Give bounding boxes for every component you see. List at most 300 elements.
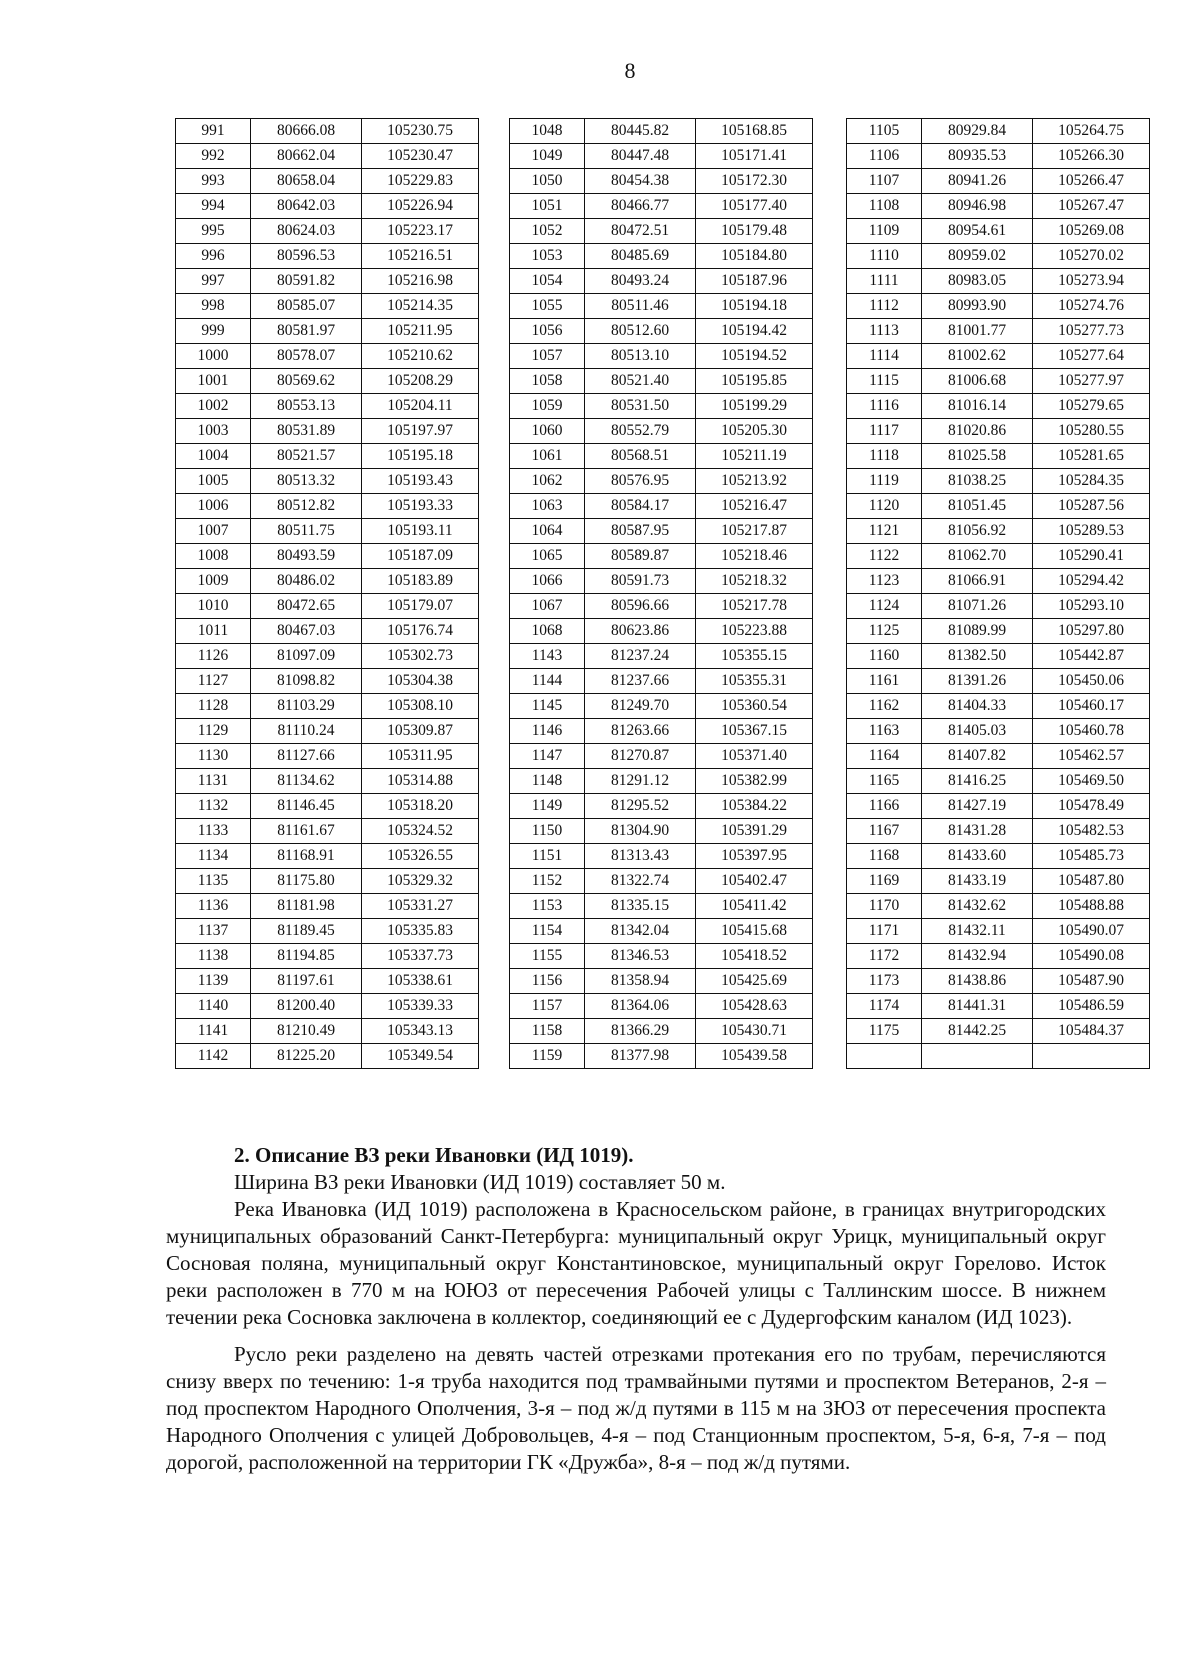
table-row: [510, 494, 813, 519]
x-coordinate-cell: 80578.07: [251, 344, 362, 369]
point-number-cell: 1124: [847, 594, 922, 619]
point-number-cell: 1173: [847, 969, 922, 994]
table-row: [176, 544, 479, 569]
table-row: [847, 169, 1150, 194]
x-coordinate-cell: 81025.58: [922, 444, 1033, 469]
point-number-cell: 1051: [510, 194, 585, 219]
point-number-cell: 1158: [510, 1019, 585, 1044]
point-number-cell: 1105: [847, 119, 922, 144]
y-coordinate-cell: 105411.42: [696, 894, 813, 919]
table-row: [176, 269, 479, 294]
point-number-cell: 1106: [847, 144, 922, 169]
table-row: [176, 969, 479, 994]
table-row: [510, 369, 813, 394]
y-coordinate-cell: 105311.95: [362, 744, 479, 769]
point-number-cell: 1146: [510, 719, 585, 744]
x-coordinate-cell: 80624.03: [251, 219, 362, 244]
point-number-cell: 1065: [510, 544, 585, 569]
y-coordinate-cell: 105179.48: [696, 219, 813, 244]
point-number-cell: 1000: [176, 344, 251, 369]
x-coordinate-cell: 81189.45: [251, 919, 362, 944]
point-number-cell: 1172: [847, 944, 922, 969]
table-row: [510, 619, 813, 644]
y-coordinate-cell: 105216.47: [696, 494, 813, 519]
point-number-cell: 1123: [847, 569, 922, 594]
x-coordinate-cell: 81194.85: [251, 944, 362, 969]
y-coordinate-cell: 105193.33: [362, 494, 479, 519]
x-coordinate-cell: 81322.74: [585, 869, 696, 894]
point-number-cell: 1114: [847, 344, 922, 369]
table-row: [510, 969, 813, 994]
x-coordinate-cell: 80485.69: [585, 244, 696, 269]
point-number-cell: 1139: [176, 969, 251, 994]
table-row: [847, 619, 1150, 644]
x-coordinate-cell: 80486.02: [251, 569, 362, 594]
table-row: [847, 144, 1150, 169]
point-number-cell: 1010: [176, 594, 251, 619]
table-row: [510, 194, 813, 219]
table-row: [847, 894, 1150, 919]
point-number-cell: 1107: [847, 169, 922, 194]
table-row: [847, 219, 1150, 244]
table-row: [176, 1019, 479, 1044]
x-coordinate-cell: 81175.80: [251, 869, 362, 894]
point-number-cell: 1127: [176, 669, 251, 694]
point-number-cell: 1003: [176, 419, 251, 444]
table-row: [847, 769, 1150, 794]
x-coordinate-cell: 81263.66: [585, 719, 696, 744]
point-number-cell: 1112: [847, 294, 922, 319]
pipes-paragraph: Русло реки разделено на девять частей отрезками протекания его по трубам, перечисляются снизу вверх по течению: 1-я труба находится под трамвайными путями и проспектом Ветеранов, 2-я – под проспектом Народного Ополчения, 3-я – под ж/д путями в 115 м на ЗЮЗ от пересечения проспекта Народного Ополчения с улицей Добровольцев, 4-я – под Станционным проспектом, 5-я, 6-я, 7-я – под дорогой, расположенной на территории ГК «Дружба», 8-я – под ж/д путями.: [166, 1342, 1106, 1474]
y-coordinate-cell: 105460.17: [1033, 694, 1150, 719]
y-coordinate-cell: 105277.73: [1033, 319, 1150, 344]
table-row: [510, 519, 813, 544]
y-coordinate-cell: 105216.98: [362, 269, 479, 294]
table-row: [510, 894, 813, 919]
x-coordinate-cell: 81016.14: [922, 394, 1033, 419]
y-coordinate-cell: 105217.78: [696, 594, 813, 619]
point-number-cell: 1149: [510, 794, 585, 819]
point-number-cell: 1052: [510, 219, 585, 244]
y-coordinate-cell: 105197.97: [362, 419, 479, 444]
point-number-cell: 992: [176, 144, 251, 169]
x-coordinate-cell: 81366.29: [585, 1019, 696, 1044]
y-coordinate-cell: 105199.29: [696, 394, 813, 419]
x-coordinate-cell: 81364.06: [585, 994, 696, 1019]
table-row: [176, 669, 479, 694]
point-number-cell: 1165: [847, 769, 922, 794]
x-coordinate-cell: 80983.05: [922, 269, 1033, 294]
point-number-cell: 998: [176, 294, 251, 319]
x-coordinate-cell: 80591.82: [251, 269, 362, 294]
x-coordinate-cell: 80591.73: [585, 569, 696, 594]
y-coordinate-cell: 105226.94: [362, 194, 479, 219]
table-row: [510, 469, 813, 494]
table-row: [847, 444, 1150, 469]
x-coordinate-cell: [922, 1044, 1033, 1069]
table-row: [176, 744, 479, 769]
x-coordinate-cell: 81051.45: [922, 494, 1033, 519]
table-row: [176, 819, 479, 844]
x-coordinate-cell: 80552.79: [585, 419, 696, 444]
y-coordinate-cell: 105442.87: [1033, 644, 1150, 669]
x-coordinate-cell: 81382.50: [922, 644, 1033, 669]
point-number-cell: 1155: [510, 944, 585, 969]
point-number-cell: 1156: [510, 969, 585, 994]
y-coordinate-cell: 105266.47: [1033, 169, 1150, 194]
y-coordinate-cell: 105270.02: [1033, 244, 1150, 269]
y-coordinate-cell: 105485.73: [1033, 844, 1150, 869]
x-coordinate-cell: 81442.25: [922, 1019, 1033, 1044]
table-row: [847, 544, 1150, 569]
point-number-cell: 1008: [176, 544, 251, 569]
x-coordinate-cell: 81038.25: [922, 469, 1033, 494]
table-row: [847, 819, 1150, 844]
y-coordinate-cell: 105208.29: [362, 369, 479, 394]
table-row: [847, 669, 1150, 694]
y-coordinate-cell: 105486.59: [1033, 994, 1150, 1019]
point-number-cell: 1063: [510, 494, 585, 519]
x-coordinate-cell: 81391.26: [922, 669, 1033, 694]
table-row: [176, 444, 479, 469]
table-row: [510, 869, 813, 894]
x-coordinate-cell: 81407.82: [922, 744, 1033, 769]
x-coordinate-cell: 81200.40: [251, 994, 362, 1019]
x-coordinate-cell: 80568.51: [585, 444, 696, 469]
point-number-cell: 1136: [176, 894, 251, 919]
y-coordinate-cell: 105324.52: [362, 819, 479, 844]
table-row: [510, 919, 813, 944]
table-row: [510, 1019, 813, 1044]
y-coordinate-cell: 105490.08: [1033, 944, 1150, 969]
x-coordinate-cell: 80596.53: [251, 244, 362, 269]
x-coordinate-cell: 81181.98: [251, 894, 362, 919]
point-number-cell: 1132: [176, 794, 251, 819]
point-number-cell: 1141: [176, 1019, 251, 1044]
y-coordinate-cell: 105355.31: [696, 669, 813, 694]
x-coordinate-cell: 81270.87: [585, 744, 696, 769]
table-row: [176, 119, 479, 144]
y-coordinate-cell: 105487.80: [1033, 869, 1150, 894]
x-coordinate-cell: 81432.11: [922, 919, 1033, 944]
point-number-cell: 1134: [176, 844, 251, 869]
x-coordinate-cell: 80596.66: [585, 594, 696, 619]
y-coordinate-cell: 105308.10: [362, 694, 479, 719]
table-row: [176, 694, 479, 719]
y-coordinate-cell: 105462.57: [1033, 744, 1150, 769]
y-coordinate-cell: 105302.73: [362, 644, 479, 669]
x-coordinate-cell: 80553.13: [251, 394, 362, 419]
table-row: [847, 294, 1150, 319]
table-row: [510, 294, 813, 319]
x-coordinate-cell: 81097.09: [251, 644, 362, 669]
y-coordinate-cell: 105195.18: [362, 444, 479, 469]
y-coordinate-cell: 105428.63: [696, 994, 813, 1019]
y-coordinate-cell: 105214.35: [362, 294, 479, 319]
x-coordinate-cell: 80946.98: [922, 194, 1033, 219]
point-number-cell: 1011: [176, 619, 251, 644]
x-coordinate-cell: 80454.38: [585, 169, 696, 194]
y-coordinate-cell: 105384.22: [696, 794, 813, 819]
table-row: [847, 644, 1150, 669]
x-coordinate-cell: 81146.45: [251, 794, 362, 819]
y-coordinate-cell: 105195.85: [696, 369, 813, 394]
y-coordinate-cell: 105488.88: [1033, 894, 1150, 919]
y-coordinate-cell: 105280.55: [1033, 419, 1150, 444]
point-number-cell: 1133: [176, 819, 251, 844]
table-row: [510, 169, 813, 194]
y-coordinate-cell: 105281.65: [1033, 444, 1150, 469]
table-row: [847, 569, 1150, 594]
point-number-cell: 1050: [510, 169, 585, 194]
point-number-cell: 1162: [847, 694, 922, 719]
table-row: [510, 569, 813, 594]
y-coordinate-cell: 105211.95: [362, 319, 479, 344]
y-coordinate-cell: 105171.41: [696, 144, 813, 169]
table-row: [176, 794, 479, 819]
y-coordinate-cell: 105343.13: [362, 1019, 479, 1044]
x-coordinate-cell: 81020.86: [922, 419, 1033, 444]
point-number-cell: 994: [176, 194, 251, 219]
table-row: [176, 844, 479, 869]
point-number-cell: 1004: [176, 444, 251, 469]
x-coordinate-cell: 81001.77: [922, 319, 1033, 344]
y-coordinate-cell: 105274.76: [1033, 294, 1150, 319]
point-number-cell: 1166: [847, 794, 922, 819]
y-coordinate-cell: 105177.40: [696, 194, 813, 219]
y-coordinate-cell: 105279.65: [1033, 394, 1150, 419]
y-coordinate-cell: [1033, 1044, 1150, 1069]
x-coordinate-cell: 80472.51: [585, 219, 696, 244]
table-row: [510, 544, 813, 569]
table-row: [176, 294, 479, 319]
y-coordinate-cell: 105289.53: [1033, 519, 1150, 544]
y-coordinate-cell: 105329.32: [362, 869, 479, 894]
point-number-cell: 1060: [510, 419, 585, 444]
table-row: [176, 519, 479, 544]
x-coordinate-cell: 80666.08: [251, 119, 362, 144]
table-row: [510, 769, 813, 794]
table-row: [510, 119, 813, 144]
point-number-cell: 1140: [176, 994, 251, 1019]
point-number-cell: 1061: [510, 444, 585, 469]
coordinates-table-3: [846, 118, 1150, 1069]
y-coordinate-cell: 105183.89: [362, 569, 479, 594]
point-number-cell: 1167: [847, 819, 922, 844]
y-coordinate-cell: 105439.58: [696, 1044, 813, 1069]
y-coordinate-cell: 105397.95: [696, 844, 813, 869]
y-coordinate-cell: 105335.83: [362, 919, 479, 944]
x-coordinate-cell: 80513.10: [585, 344, 696, 369]
point-number-cell: 1131: [176, 769, 251, 794]
y-coordinate-cell: 105223.17: [362, 219, 479, 244]
y-coordinate-cell: 105230.75: [362, 119, 479, 144]
y-coordinate-cell: 105294.42: [1033, 569, 1150, 594]
point-number-cell: 1110: [847, 244, 922, 269]
point-number-cell: 1174: [847, 994, 922, 1019]
y-coordinate-cell: 105304.38: [362, 669, 479, 694]
y-coordinate-cell: 105309.87: [362, 719, 479, 744]
y-coordinate-cell: 105277.64: [1033, 344, 1150, 369]
table-row: [176, 194, 479, 219]
x-coordinate-cell: 80512.60: [585, 319, 696, 344]
x-coordinate-cell: 80493.59: [251, 544, 362, 569]
y-coordinate-cell: 105360.54: [696, 694, 813, 719]
y-coordinate-cell: 105213.92: [696, 469, 813, 494]
point-number-cell: 999: [176, 319, 251, 344]
x-coordinate-cell: 80642.03: [251, 194, 362, 219]
y-coordinate-cell: 105269.08: [1033, 219, 1150, 244]
table-row: [176, 494, 479, 519]
point-number-cell: 1164: [847, 744, 922, 769]
x-coordinate-cell: 81377.98: [585, 1044, 696, 1069]
y-coordinate-cell: 105172.30: [696, 169, 813, 194]
y-coordinate-cell: 105478.49: [1033, 794, 1150, 819]
x-coordinate-cell: 81134.62: [251, 769, 362, 794]
point-number-cell: 1118: [847, 444, 922, 469]
point-number-cell: 1064: [510, 519, 585, 544]
x-coordinate-cell: 80585.07: [251, 294, 362, 319]
table-row: [510, 269, 813, 294]
table-row: [176, 469, 479, 494]
y-coordinate-cell: 105176.74: [362, 619, 479, 644]
y-coordinate-cell: 105490.07: [1033, 919, 1150, 944]
point-number-cell: 1144: [510, 669, 585, 694]
y-coordinate-cell: 105371.40: [696, 744, 813, 769]
y-coordinate-cell: 105187.09: [362, 544, 479, 569]
table-row: [847, 519, 1150, 544]
x-coordinate-cell: 80467.03: [251, 619, 362, 644]
x-coordinate-cell: 81006.68: [922, 369, 1033, 394]
table-row: [510, 219, 813, 244]
point-number-cell: 1002: [176, 394, 251, 419]
table-row: [510, 444, 813, 469]
x-coordinate-cell: 81071.26: [922, 594, 1033, 619]
table-row: [510, 419, 813, 444]
x-coordinate-cell: 81416.25: [922, 769, 1033, 794]
y-coordinate-cell: 105367.15: [696, 719, 813, 744]
point-number-cell: 1007: [176, 519, 251, 544]
point-number-cell: 993: [176, 169, 251, 194]
table-row: [847, 969, 1150, 994]
x-coordinate-cell: 81441.31: [922, 994, 1033, 1019]
x-coordinate-cell: 80954.61: [922, 219, 1033, 244]
x-coordinate-cell: 80581.97: [251, 319, 362, 344]
table-row: [847, 794, 1150, 819]
table-row: [510, 344, 813, 369]
table-row: [847, 844, 1150, 869]
table-row: [847, 694, 1150, 719]
point-number-cell: 1161: [847, 669, 922, 694]
x-coordinate-cell: 81103.29: [251, 694, 362, 719]
y-coordinate-cell: 105217.87: [696, 519, 813, 544]
table-row: [510, 594, 813, 619]
point-number-cell: 1152: [510, 869, 585, 894]
x-coordinate-cell: 80935.53: [922, 144, 1033, 169]
y-coordinate-cell: 105331.27: [362, 894, 479, 919]
x-coordinate-cell: 80512.82: [251, 494, 362, 519]
point-number-cell: 1116: [847, 394, 922, 419]
table-row: [847, 244, 1150, 269]
table-row: [847, 944, 1150, 969]
point-number-cell: 1147: [510, 744, 585, 769]
x-coordinate-cell: 80929.84: [922, 119, 1033, 144]
x-coordinate-cell: 80584.17: [585, 494, 696, 519]
x-coordinate-cell: 80576.95: [585, 469, 696, 494]
x-coordinate-cell: 80445.82: [585, 119, 696, 144]
x-coordinate-cell: 80521.57: [251, 444, 362, 469]
table-row: [510, 144, 813, 169]
section-heading: 2. Описание ВЗ реки Ивановки (ИД 1019).: [234, 1143, 634, 1167]
table-row: [847, 719, 1150, 744]
point-number-cell: 1059: [510, 394, 585, 419]
point-number-cell: 1175: [847, 1019, 922, 1044]
y-coordinate-cell: 105218.32: [696, 569, 813, 594]
table-row: [510, 719, 813, 744]
point-number-cell: 1062: [510, 469, 585, 494]
table-row: [847, 1044, 1150, 1069]
x-coordinate-cell: 80511.75: [251, 519, 362, 544]
point-number-cell: [847, 1044, 922, 1069]
x-coordinate-cell: 81249.70: [585, 694, 696, 719]
table-row: [176, 419, 479, 444]
table-row: [176, 219, 479, 244]
point-number-cell: 1066: [510, 569, 585, 594]
x-coordinate-cell: 81358.94: [585, 969, 696, 994]
point-number-cell: 1130: [176, 744, 251, 769]
x-coordinate-cell: 80959.02: [922, 244, 1033, 269]
table-row: [847, 744, 1150, 769]
x-coordinate-cell: 81431.28: [922, 819, 1033, 844]
table-row: [510, 244, 813, 269]
x-coordinate-cell: 81405.03: [922, 719, 1033, 744]
y-coordinate-cell: 105338.61: [362, 969, 479, 994]
table-row: [176, 394, 479, 419]
y-coordinate-cell: 105187.96: [696, 269, 813, 294]
point-number-cell: 1138: [176, 944, 251, 969]
point-number-cell: 1115: [847, 369, 922, 394]
x-coordinate-cell: 81210.49: [251, 1019, 362, 1044]
x-coordinate-cell: 80466.77: [585, 194, 696, 219]
y-coordinate-cell: 105337.73: [362, 944, 479, 969]
x-coordinate-cell: 81342.04: [585, 919, 696, 944]
table-row: [847, 319, 1150, 344]
x-coordinate-cell: 80531.50: [585, 394, 696, 419]
y-coordinate-cell: 105266.30: [1033, 144, 1150, 169]
table-row: [510, 994, 813, 1019]
y-coordinate-cell: 105204.11: [362, 394, 479, 419]
table-row: [847, 919, 1150, 944]
point-number-cell: 1128: [176, 694, 251, 719]
x-coordinate-cell: 81432.94: [922, 944, 1033, 969]
point-number-cell: 1148: [510, 769, 585, 794]
point-number-cell: 1055: [510, 294, 585, 319]
point-number-cell: 1053: [510, 244, 585, 269]
x-coordinate-cell: 80662.04: [251, 144, 362, 169]
point-number-cell: 1150: [510, 819, 585, 844]
table-row: [510, 744, 813, 769]
x-coordinate-cell: 81295.52: [585, 794, 696, 819]
y-coordinate-cell: 105193.11: [362, 519, 479, 544]
point-number-cell: 1009: [176, 569, 251, 594]
x-coordinate-cell: 80941.26: [922, 169, 1033, 194]
point-number-cell: 1058: [510, 369, 585, 394]
table-row: [847, 419, 1150, 444]
y-coordinate-cell: 105297.80: [1033, 619, 1150, 644]
y-coordinate-cell: 105230.47: [362, 144, 479, 169]
x-coordinate-cell: 81110.24: [251, 719, 362, 744]
table-row: [176, 1044, 479, 1069]
